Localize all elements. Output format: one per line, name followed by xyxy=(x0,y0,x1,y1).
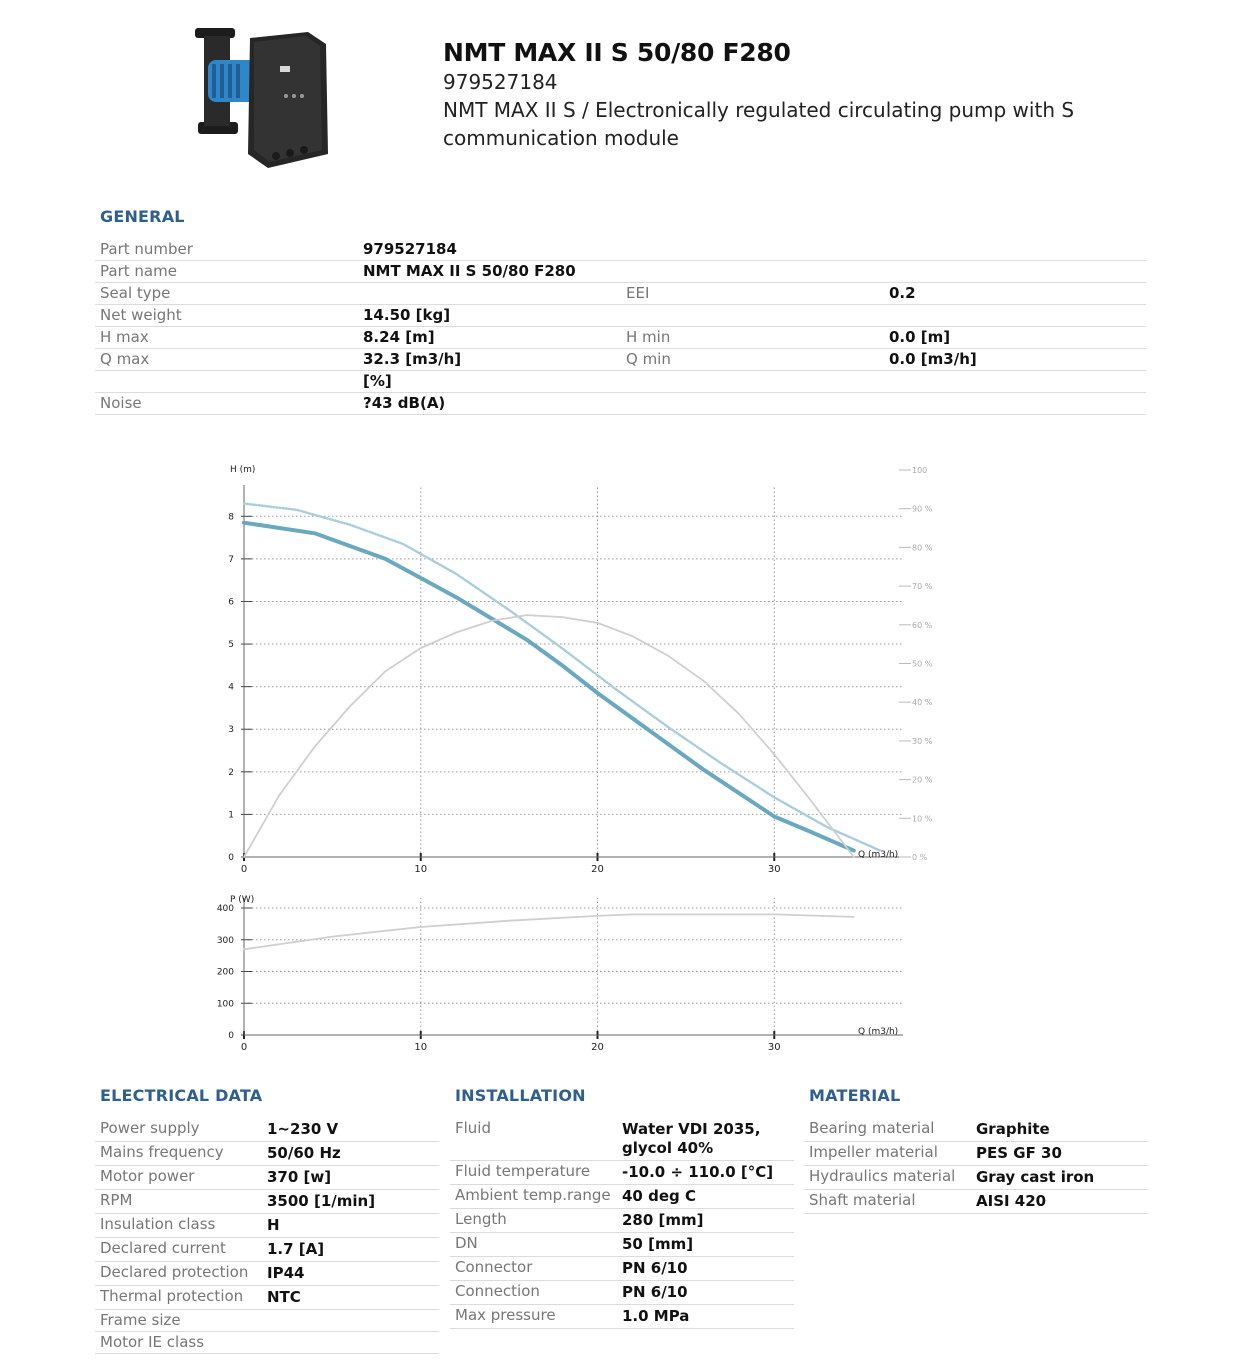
y-tick-label: 6 xyxy=(228,597,234,608)
table-row xyxy=(95,305,1146,327)
spec-value: 0.0 [m3/h] xyxy=(889,350,977,368)
table-row xyxy=(95,1286,439,1310)
spec-value: 0.2 xyxy=(889,284,916,302)
y-tick-label: 4 xyxy=(228,682,234,693)
product-title: NMT MAX II S 50/80 F280 xyxy=(443,38,791,67)
x-tick-label: 30 xyxy=(767,1042,781,1053)
table-row xyxy=(95,1118,439,1142)
spec-value: 8.24 [m] xyxy=(363,328,435,346)
table-row xyxy=(95,1214,439,1238)
table-row xyxy=(804,1190,1148,1214)
table-row xyxy=(95,393,1146,415)
series-line-0 xyxy=(244,914,854,949)
spec-label: H min xyxy=(626,328,671,346)
x-tick-label: 10 xyxy=(414,864,428,875)
spec-value: [%] xyxy=(363,372,392,390)
table-row xyxy=(95,1190,439,1214)
table-row xyxy=(95,349,1146,371)
spec-label: Frame size xyxy=(100,1311,181,1329)
power-curve-chart xyxy=(0,885,1239,1060)
table-row xyxy=(95,239,1146,261)
spec-label: RPM xyxy=(100,1191,133,1209)
electrical-heading: ELECTRICAL DATA xyxy=(100,1086,263,1105)
x-tick-label: 30 xyxy=(767,864,781,875)
spec-value: IP44 xyxy=(267,1264,305,1282)
spec-label: Motor IE class xyxy=(100,1333,205,1351)
spec-value: 1~230 V xyxy=(267,1120,339,1138)
table-row xyxy=(95,261,1146,283)
spec-value: Graphite xyxy=(976,1120,1050,1138)
spec-label: Motor power xyxy=(100,1167,195,1185)
spec-value: 370 [w] xyxy=(267,1168,332,1186)
right-tick-label: 50 % xyxy=(912,659,933,669)
table-row xyxy=(450,1233,794,1257)
x-tick-label: 20 xyxy=(591,1042,604,1053)
y-tick-label: 3 xyxy=(228,725,234,736)
table-row xyxy=(95,1262,439,1286)
y-tick-label: 7 xyxy=(228,554,234,565)
spec-label: Impeller material xyxy=(809,1143,938,1161)
product-header xyxy=(443,38,1163,152)
table-row xyxy=(95,1310,439,1332)
spec-label: H max xyxy=(100,328,149,346)
x-tick-label: 20 xyxy=(591,864,604,875)
y-axis-label: P (W) xyxy=(230,895,255,905)
spec-label: Connection xyxy=(455,1282,540,1300)
general-table xyxy=(95,239,1146,415)
y-tick-label: 5 xyxy=(228,640,234,651)
x-axis-label: Q (m3/h) xyxy=(858,1027,899,1037)
series-line-2 xyxy=(244,615,854,857)
spec-value: 50/60 Hz xyxy=(267,1144,341,1162)
table-row xyxy=(450,1118,794,1161)
spec-value: -10.0 ÷ 110.0 [°C] xyxy=(622,1163,774,1181)
table-row xyxy=(450,1257,794,1281)
y-axis-label: H (m) xyxy=(230,465,256,475)
spec-value: NMT MAX II S 50/80 F280 xyxy=(363,262,576,280)
table-row xyxy=(804,1142,1148,1166)
spec-label: Noise xyxy=(100,394,142,412)
right-tick-label: 60 % xyxy=(912,620,933,630)
product-description: NMT MAX II S / Electronically regulated circulating pump with S communication module xyxy=(443,98,1075,150)
spec-label: Declared current xyxy=(100,1239,226,1257)
spec-label: EEI xyxy=(626,284,650,302)
spec-label: Hydraulics material xyxy=(809,1167,956,1185)
y-tick-label: 0 xyxy=(228,1031,234,1041)
y-tick-label: 1 xyxy=(228,810,234,821)
table-row xyxy=(95,1166,439,1190)
table-row xyxy=(95,1238,439,1262)
spec-value: Water VDI 2035, glycol 40% xyxy=(622,1120,761,1157)
pump-photo xyxy=(190,22,335,172)
right-tick-label: 20 % xyxy=(912,775,933,785)
series-line-1 xyxy=(244,504,880,851)
spec-value: 280 [mm] xyxy=(622,1211,704,1229)
x-tick-label: 0 xyxy=(240,1042,248,1053)
spec-label: Mains frequency xyxy=(100,1143,224,1161)
y-tick-label: 2 xyxy=(228,767,234,778)
x-tick-label: 10 xyxy=(414,1042,428,1053)
spec-label: Q max xyxy=(100,350,150,368)
electrical-table xyxy=(95,1118,439,1354)
spec-label: Length xyxy=(455,1210,507,1228)
y-tick-label: 300 xyxy=(216,935,234,946)
y-tick-label: 100 xyxy=(216,999,234,1010)
table-row xyxy=(95,1332,439,1354)
table-row xyxy=(804,1166,1148,1190)
table-row xyxy=(95,1142,439,1166)
installation-heading: INSTALLATION xyxy=(455,1086,586,1105)
spec-label: Connector xyxy=(455,1258,533,1276)
right-tick-label: 70 % xyxy=(912,582,933,592)
spec-value: 40 deg C xyxy=(622,1187,696,1205)
spec-value: PN 6/10 xyxy=(622,1283,688,1301)
spec-value: 1.0 MPa xyxy=(622,1307,690,1325)
spec-label: Fluid temperature xyxy=(455,1162,591,1180)
spec-value: 0.0 [m] xyxy=(889,328,951,346)
spec-label: Max pressure xyxy=(455,1306,556,1324)
table-row xyxy=(450,1305,794,1329)
spec-label: DN xyxy=(455,1234,478,1252)
y-tick-label: 200 xyxy=(216,967,234,978)
spec-label: Net weight xyxy=(100,306,182,324)
spec-value: AISI 420 xyxy=(976,1192,1047,1210)
right-tick-label: 40 % xyxy=(912,698,933,708)
spec-value: 979527184 xyxy=(363,240,457,258)
spec-value: 50 [mm] xyxy=(622,1235,694,1253)
table-row xyxy=(450,1281,794,1305)
spec-label: Seal type xyxy=(100,284,171,302)
spec-value: PES GF 30 xyxy=(976,1144,1062,1162)
y-tick-label: 400 xyxy=(216,904,234,914)
table-row xyxy=(450,1185,794,1209)
spec-value: 14.50 [kg] xyxy=(363,306,451,324)
table-row xyxy=(450,1209,794,1233)
spec-value: NTC xyxy=(267,1288,301,1306)
spec-value: 32.3 [m3/h] xyxy=(363,350,462,368)
spec-label: Fluid xyxy=(455,1119,491,1137)
material-heading: MATERIAL xyxy=(809,1086,901,1105)
right-tick-label: 90 % xyxy=(912,504,933,514)
x-axis-label: Q (m3/h) xyxy=(858,850,899,860)
table-row xyxy=(450,1161,794,1185)
spec-label: Shaft material xyxy=(809,1191,916,1209)
spec-value: PN 6/10 xyxy=(622,1259,688,1277)
spec-value: ?43 dB(A) xyxy=(363,394,446,412)
spec-value: 3500 [1/min] xyxy=(267,1192,376,1210)
spec-label: Bearing material xyxy=(809,1119,935,1137)
spec-label: Insulation class xyxy=(100,1215,216,1233)
table-row xyxy=(95,283,1146,305)
installation-table xyxy=(450,1118,794,1329)
right-tick-label: 80 % xyxy=(912,543,933,553)
table-row xyxy=(95,371,1146,393)
table-row xyxy=(804,1118,1148,1142)
spec-value: Gray cast iron xyxy=(976,1168,1095,1186)
table-row xyxy=(95,327,1146,349)
spec-label: Part name xyxy=(100,262,177,280)
general-heading: GENERAL xyxy=(100,207,185,226)
right-tick-label: 30 % xyxy=(912,736,933,746)
spec-value: 1.7 [A] xyxy=(267,1240,325,1258)
head-curve-chart xyxy=(0,455,1239,880)
spec-label: Q min xyxy=(626,350,671,368)
right-tick-label: 10 % xyxy=(912,814,933,824)
spec-label: Part number xyxy=(100,240,193,258)
y-tick-label: 0 xyxy=(228,853,234,863)
material-table xyxy=(804,1118,1148,1214)
spec-value: H xyxy=(267,1216,280,1234)
spec-label: Ambient temp.range xyxy=(455,1186,611,1204)
spec-label: Thermal protection xyxy=(100,1287,244,1305)
spec-label: Power supply xyxy=(100,1119,200,1137)
product-code: 979527184 xyxy=(443,70,558,94)
spec-label: Declared protection xyxy=(100,1263,249,1281)
right-tick-label: 0 % xyxy=(912,853,928,862)
right-tick-label: 100 xyxy=(912,466,928,475)
y-tick-label: 8 xyxy=(228,512,234,523)
x-tick-label: 0 xyxy=(240,864,248,875)
